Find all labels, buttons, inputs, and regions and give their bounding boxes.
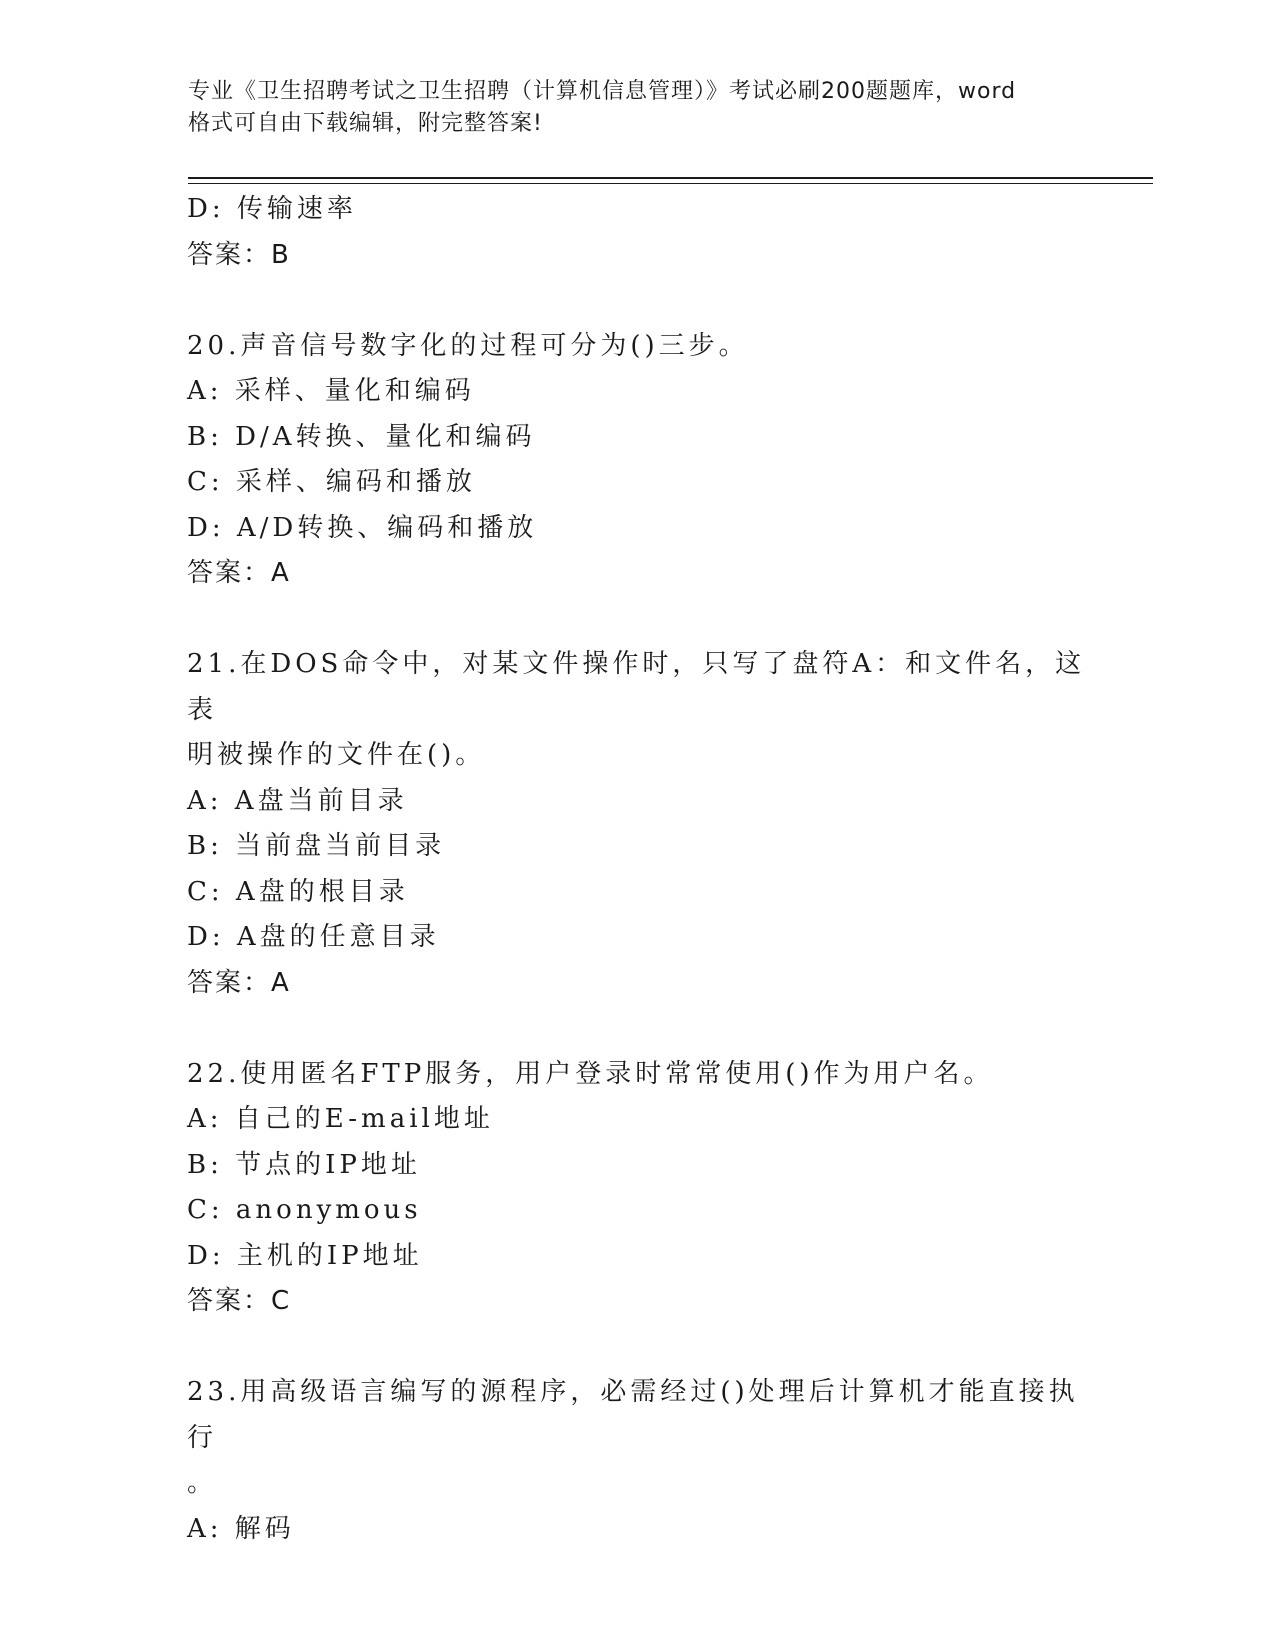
answer: 答案：A xyxy=(187,558,291,588)
question-text-cont: 明被操作的文件在()。 xyxy=(187,740,486,770)
spacer xyxy=(187,597,1087,643)
spacer xyxy=(187,1006,1087,1052)
spacer xyxy=(187,1325,1087,1371)
option-d: D: A盘的任意目录 xyxy=(187,922,440,952)
option-b: B: 节点的IP地址 xyxy=(187,1149,421,1180)
option-a: A: 采样、量化和编码 xyxy=(187,376,475,406)
question-21 xyxy=(187,642,1087,1006)
answer: 答案：C xyxy=(187,1286,292,1316)
prev-option-d: D: 传输速率 xyxy=(187,194,357,224)
question-text: 23.用高级语言编写的源程序，必需经过()处理后计算机才能直接执行 xyxy=(187,1377,1079,1453)
question-20 xyxy=(187,324,1087,597)
option-b: B: 当前盘当前目录 xyxy=(187,831,446,861)
question-text: 21.在DOS命令中，对某文件操作时，只写了盘符A：和文件名，这表 xyxy=(187,649,1086,725)
header-line-1: 专业《卫生招聘考试之卫生招聘（计算机信息管理）》考试必刷200题题库，word xyxy=(188,79,1017,104)
header-divider-thick xyxy=(188,177,1153,179)
document-header xyxy=(188,76,1088,140)
question-text: 22.使用匿名FTP服务，用户登录时常常使用()作为用户名。 xyxy=(187,1058,994,1089)
answer: 答案：A xyxy=(187,967,291,998)
option-b: B: D/A转换、量化和编码 xyxy=(187,421,536,452)
option-a: A: A盘当前目录 xyxy=(187,785,408,816)
question-text: 20.声音信号数字化的过程可分为()三步。 xyxy=(187,330,749,361)
option-a: A: 自己的E-mail地址 xyxy=(187,1104,494,1134)
option-c: C: 采样、编码和播放 xyxy=(187,467,476,497)
prev-answer: 答案：B xyxy=(187,239,291,270)
option-d: D: 主机的IP地址 xyxy=(187,1240,423,1271)
option-d: D: A/D转换、编码和播放 xyxy=(187,512,538,543)
header-line-2: 格式可自由下载编辑，附完整答案! xyxy=(188,111,543,136)
header-divider-thin xyxy=(188,183,1153,184)
question-23 xyxy=(187,1370,1087,1552)
document-body xyxy=(187,187,1087,1552)
option-c: C: anonymous xyxy=(187,1195,422,1225)
option-c: C: A盘的根目录 xyxy=(187,876,409,907)
spacer xyxy=(187,278,1087,324)
question-22 xyxy=(187,1052,1087,1325)
question-text-cont: 。 xyxy=(187,1468,218,1498)
option-a: A: 解码 xyxy=(187,1513,295,1544)
